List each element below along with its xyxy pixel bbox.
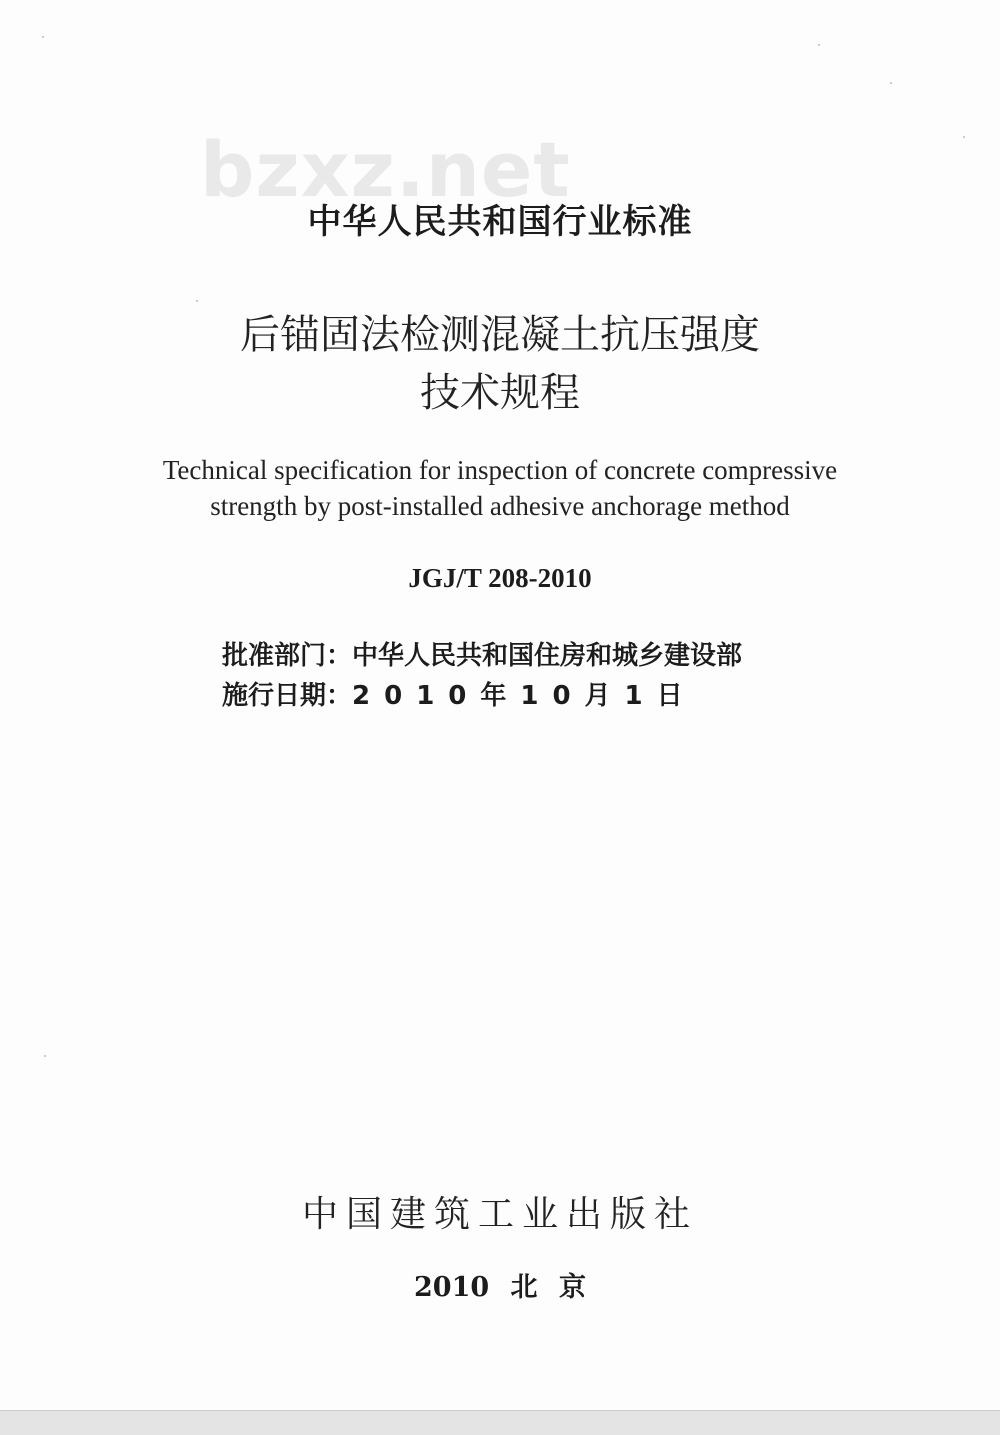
approval-label: 批准部门： xyxy=(222,641,353,671)
scan-speck xyxy=(196,300,198,302)
approval-row xyxy=(222,636,742,676)
standard-code: JGJ/T 208-2010 xyxy=(408,563,592,593)
title-en-line2: strength by post-installed adhesive anchorage method xyxy=(210,491,790,521)
effective-label: 施行日期： xyxy=(222,681,353,711)
standard-category: 中华人民共和国行业标准 xyxy=(307,202,693,242)
title-cn-line1: 后锚固法检测混凝土抗压强度 xyxy=(240,312,760,358)
publication-place: 2010 北 京 xyxy=(414,1272,586,1303)
watermark-logo: bzxz.net xyxy=(200,125,571,214)
title-cn-line2: 技术规程 xyxy=(420,370,580,416)
effective-value: 2010年10月1日 xyxy=(352,681,697,711)
publisher-name: 中国建筑工业出版社 xyxy=(301,1194,698,1235)
scan-speck xyxy=(44,1055,46,1057)
title-chinese xyxy=(0,306,1000,422)
effective-date-row xyxy=(222,676,742,716)
scan-speck xyxy=(42,36,44,38)
scan-bottom-edge xyxy=(0,1410,1000,1435)
approval-info xyxy=(222,636,742,716)
approval-value: 中华人民共和国住房和城乡建设部 xyxy=(352,641,743,671)
title-english xyxy=(0,452,1000,524)
scan-speck xyxy=(963,136,965,138)
scan-speck xyxy=(890,82,892,84)
scan-speck xyxy=(818,44,820,46)
title-en-line1: Technical specification for inspection of concrete compressive xyxy=(162,455,838,485)
